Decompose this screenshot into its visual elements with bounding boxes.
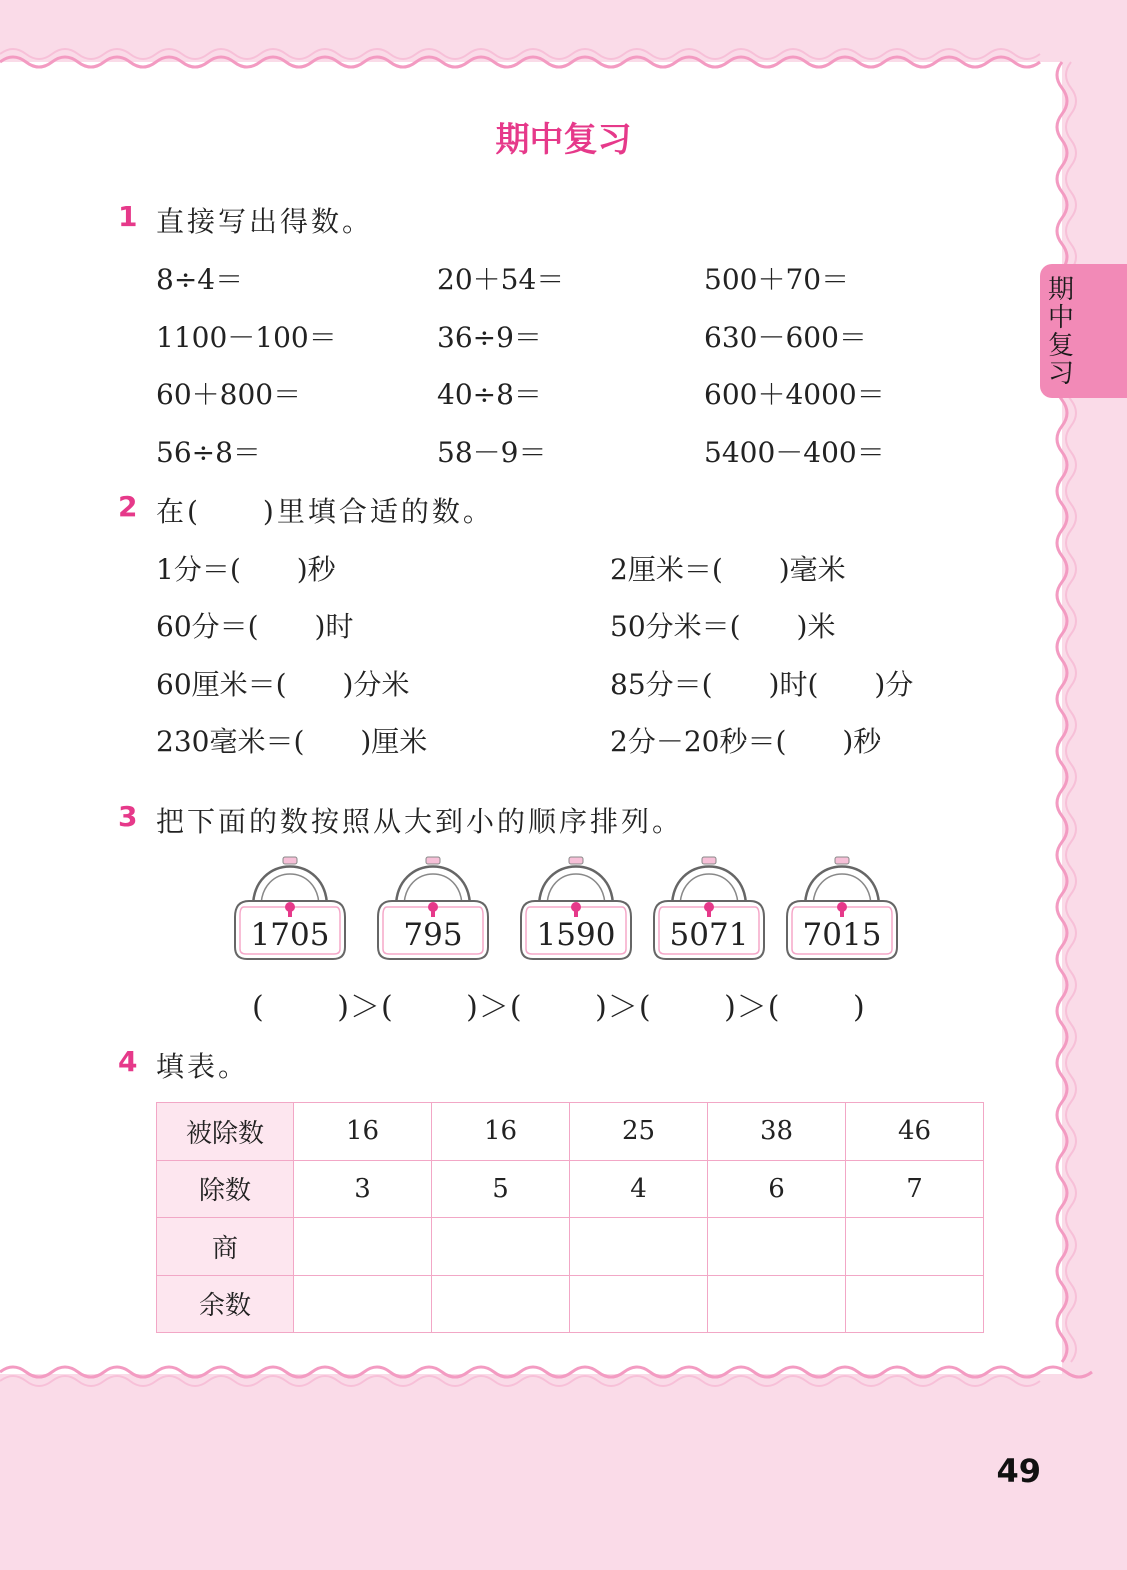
q2-item: 2厘米＝( )毫米: [610, 553, 846, 586]
answer-cell[interactable]: [570, 1218, 708, 1276]
answer-cell[interactable]: [294, 1275, 432, 1333]
row-header: 被除数: [157, 1103, 294, 1161]
table-cell: 3: [294, 1160, 432, 1218]
q1-item: 20＋54＝: [437, 263, 565, 296]
table-row: [157, 1103, 984, 1161]
q1-item: 40÷8＝: [437, 378, 542, 411]
answer-cell[interactable]: [432, 1218, 570, 1276]
bag-number: 5071: [669, 917, 749, 953]
q4-number: 4: [118, 1045, 138, 1078]
handbag-number-card: [517, 855, 635, 965]
q1-item: 36÷9＝: [437, 321, 542, 354]
table-cell: 38: [708, 1103, 846, 1161]
answer-cell[interactable]: [846, 1218, 984, 1276]
q1-item: 56÷8＝: [156, 436, 261, 469]
handbag-number-card: [231, 855, 349, 965]
answer-cell[interactable]: [432, 1275, 570, 1333]
q1-item: 58－9＝: [437, 436, 547, 469]
q1-item: 600＋4000＝: [704, 378, 885, 411]
answer-cell[interactable]: [708, 1218, 846, 1276]
q3-number: 3: [118, 800, 138, 833]
page-number: 49: [996, 1452, 1041, 1490]
answer-cell[interactable]: [708, 1275, 846, 1333]
q1-instruction: 直接写出得数。: [156, 205, 374, 238]
table-cell: 16: [294, 1103, 432, 1161]
bag-number: 1705: [250, 917, 330, 953]
q2-instruction: 在( )里填合适的数。: [156, 495, 494, 528]
table-cell: 4: [570, 1160, 708, 1218]
side-tab-label: 期中复习: [1048, 275, 1075, 389]
bag-number: 1590: [536, 917, 616, 953]
handbag-number-card: [374, 855, 492, 965]
table-row: [157, 1275, 984, 1333]
q2-item: 85分＝( )时( )分: [610, 668, 914, 701]
table-row: [157, 1218, 984, 1276]
answer-cell[interactable]: [846, 1275, 984, 1333]
q4-instruction: 填表。: [156, 1050, 250, 1083]
table-row: [157, 1160, 984, 1218]
q2-item: 2分－20秒＝( )秒: [610, 725, 882, 758]
q1-item: 500＋70＝: [704, 263, 850, 296]
q2-item: 230毫米＝( )厘米: [156, 725, 428, 758]
answer-cell[interactable]: [570, 1275, 708, 1333]
handbag-number-card: [783, 855, 901, 965]
q1-item: 1100－100＝: [156, 321, 337, 354]
q1-item: 8÷4＝: [156, 263, 244, 296]
division-table: [156, 1102, 984, 1333]
row-header: 商: [157, 1218, 294, 1276]
q2-item: 50分米＝( )米: [610, 610, 836, 643]
table-cell: 16: [432, 1103, 570, 1161]
q3-instruction: 把下面的数按照从大到小的顺序排列。: [156, 805, 684, 838]
handbag-number-card: [650, 855, 768, 965]
side-tab: [1040, 264, 1127, 398]
bag-number: 795: [403, 917, 463, 953]
q2-item: 1分＝( )秒: [156, 553, 336, 586]
table-cell: 46: [846, 1103, 984, 1161]
table-cell: 5: [432, 1160, 570, 1218]
page-title: 期中复习: [495, 120, 632, 160]
answer-cell[interactable]: [294, 1218, 432, 1276]
q2-number: 2: [118, 490, 138, 523]
q1-item: 60＋800＝: [156, 378, 302, 411]
bag-number: 7015: [802, 917, 882, 953]
q1-item: 5400－400＝: [704, 436, 885, 469]
q2-item: 60厘米＝( )分米: [156, 668, 410, 701]
row-header: 余数: [157, 1275, 294, 1333]
q3-order-blanks: ( )＞( )＞( )＞( )＞( ): [252, 990, 866, 1025]
q2-item: 60分＝( )时: [156, 610, 354, 643]
q1-number: 1: [118, 200, 138, 233]
table-cell: 25: [570, 1103, 708, 1161]
table-cell: 7: [846, 1160, 984, 1218]
q1-item: 630－600＝: [704, 321, 867, 354]
table-cell: 6: [708, 1160, 846, 1218]
row-header: 除数: [157, 1160, 294, 1218]
